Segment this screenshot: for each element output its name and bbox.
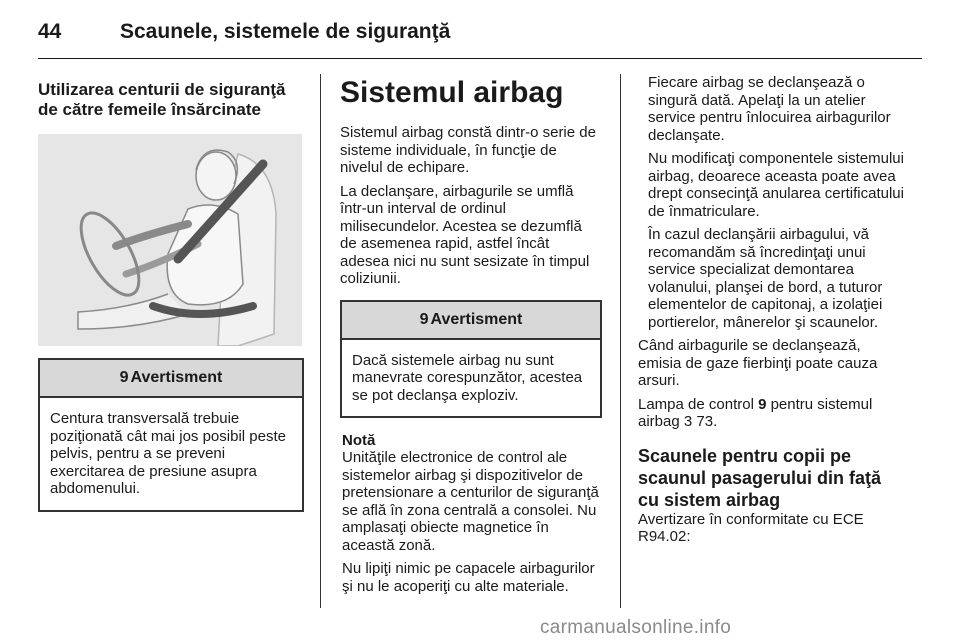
note-paragraph-1: Unităţile electronice de control ale sistemelor airbag şi dispozitivelor de pretensionare a centurilor de siguranţă se află în zona centrală a consolei. Nu amplasaţi obiecte magnetice în această zonă. <box>342 449 599 554</box>
lamp-suffix: pentru sistemul airbag <box>638 395 873 430</box>
airbag-paragraph-1: Sistemul airbag constă dintr-o serie de sisteme individuale, în funcţie de nivelul de echipare. <box>340 124 596 176</box>
page-ref-link[interactable]: 73. <box>696 413 718 430</box>
page-header <box>38 14 922 60</box>
belt-warning-text: Centura transversală trebuie poziţionată cât mai jos posibil peste pelvis, pentru a se preveni exercitarea de presiune asupra abdomenului. <box>50 410 286 497</box>
warning-triangle-icon: 9 <box>119 369 129 386</box>
right-column <box>638 74 904 552</box>
column-divider-right <box>620 74 621 608</box>
page-number: 44 <box>38 20 62 43</box>
airbag-warning-box <box>340 300 602 419</box>
warning-triangle-icon: 9 <box>419 310 429 328</box>
pregnancy-belt-heading: Utilizarea centurii de siguranţă de către femeile însărcinate <box>38 80 286 119</box>
lamp-prefix: Lampa de control <box>638 395 754 413</box>
belt-warning-title: Avertisment <box>130 369 223 386</box>
control-lamp-paragraph <box>638 396 904 431</box>
right-paragraph-1: Fiecare airbag se declanşează o singură dată. Apelaţi la un atelier service pentru înlocuirea airbagurilor declanşate. <box>648 74 891 144</box>
chapter-title: Scaunele, sistemele de siguranţă <box>120 20 451 43</box>
left-column <box>38 74 304 526</box>
belt-warning-box <box>38 358 304 512</box>
page-ref-arrow-icon: 3 <box>683 413 693 430</box>
right-paragraph-2: Nu modificaţi componentele sistemului airbag, deoarece aceasta poate avea drept consecinţă anularea certificatului de înmatriculare. <box>648 150 904 220</box>
watermark: carmanualsonline.info <box>540 617 732 638</box>
pregnant-woman-seatbelt-illustration <box>38 134 302 346</box>
right-paragraph-3: În cazul declanşării airbagului, vă recomandăm să încredinţaţi unui service specializat demontarea volanului, planşei de bord, a tuturor elementelor de capitonaj, a izolaţiei portierelor, mânerelor şi scaunelor. <box>648 226 883 331</box>
airbag-system-heading: Sistemul airbag <box>340 76 564 109</box>
airbag-warning-title: Avertisment <box>430 310 523 328</box>
airbag-lamp-icon: 9 <box>758 395 767 413</box>
right-paragraph-5: Avertizare în conformitate cu ECE R94.02: <box>638 510 864 545</box>
child-seat-heading: Scaunele pentru copii pe scaunul pasagerului din faţă cu sistem airbag <box>638 445 882 510</box>
belt-warning-header <box>40 360 302 398</box>
column-divider-left <box>320 74 321 608</box>
airbag-warning-header <box>342 302 600 340</box>
note-title: Notă <box>342 432 376 449</box>
header-rule <box>38 58 922 59</box>
airbag-warning-text: Dacă sistemele airbag nu sunt manevrate corespunzător, acestea se pot declanşa exploziv. <box>352 351 583 404</box>
airbag-paragraph-2: La declanşare, airbagurile se umflă într-un interval de ordinul milisecundelor. Acestea se dezumflă de asemenea rapid, astfel încât adesea nici nu sunt sesizate în timpul coliziunii. <box>340 182 590 287</box>
note-paragraph-2: Nu lipiţi nimic pe capacele airbagurilor şi nu le acoperiţi cu alte materiale. <box>342 560 595 595</box>
middle-column <box>340 74 602 601</box>
right-paragraph-4: Când airbagurile se declanşează, emisia de gaze fierbinţi poate cauza arsuri. <box>638 337 878 389</box>
